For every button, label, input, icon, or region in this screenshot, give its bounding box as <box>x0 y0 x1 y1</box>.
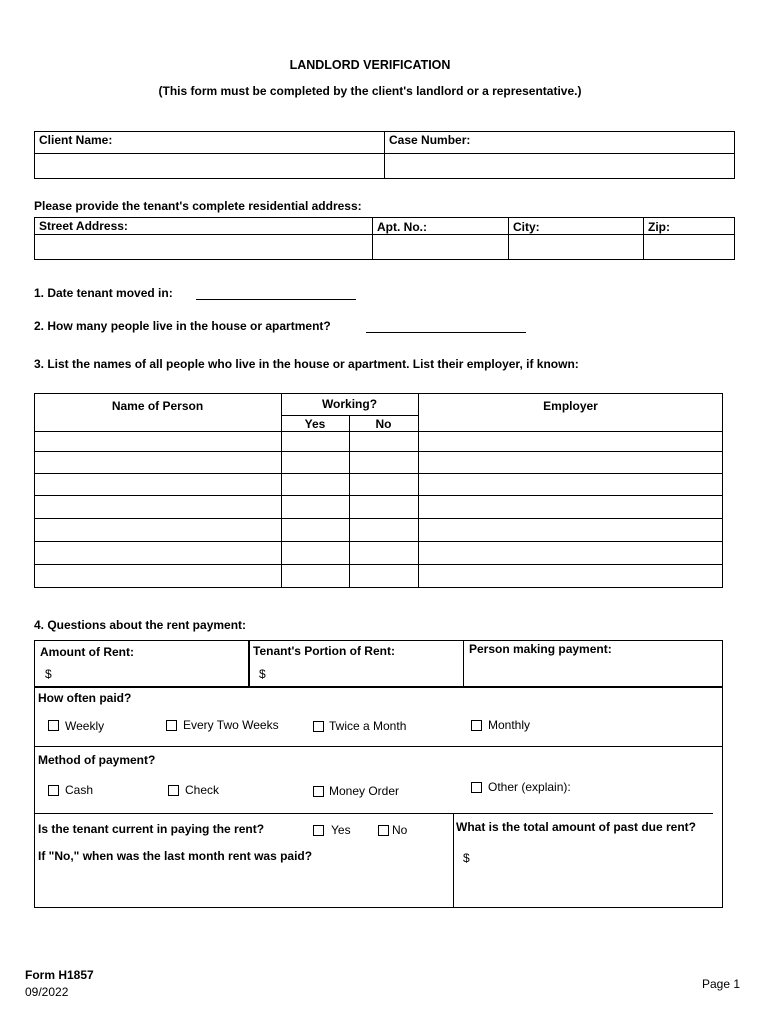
apt-no-label: Apt. No.: <box>377 220 427 234</box>
zip-field[interactable] <box>644 235 734 259</box>
table-row <box>34 541 723 542</box>
last-paid-label: If "No," when was the last month rent was paid? <box>38 849 313 863</box>
check-checkbox[interactable] <box>168 785 179 796</box>
client-name-field[interactable] <box>35 154 383 178</box>
col-working: Working? <box>321 397 378 411</box>
amount-of-rent-field[interactable] <box>56 664 244 684</box>
table-row <box>34 473 723 474</box>
weekly-checkbox[interactable] <box>48 720 59 731</box>
cash-option: Cash <box>65 783 94 797</box>
client-name-label: Client Name: <box>39 133 113 147</box>
street-address-field[interactable] <box>35 235 371 259</box>
city-field[interactable] <box>509 235 642 259</box>
apt-no-field[interactable] <box>373 235 507 259</box>
form-number: Form H1857 <box>25 968 94 982</box>
current-no-checkbox[interactable] <box>378 825 389 836</box>
question-3: 3. List the names of all people who live in the house or apartment. List their employer, if known: <box>34 357 579 371</box>
check-option: Check <box>185 783 220 797</box>
question-4: 4. Questions about the rent payment: <box>34 618 247 632</box>
past-due-label: What is the total amount of past due rent? <box>456 820 696 834</box>
monthly-checkbox[interactable] <box>471 720 482 731</box>
amount-of-rent-label: Amount of Rent: <box>40 645 134 659</box>
table-row <box>34 564 723 565</box>
case-number-field[interactable] <box>385 154 734 178</box>
current-yes-checkbox[interactable] <box>313 825 324 836</box>
other-option: Other (explain): <box>488 780 571 794</box>
move-in-date-field[interactable] <box>196 299 356 300</box>
page-number: Page 1 <box>702 977 741 991</box>
other-checkbox[interactable] <box>471 782 482 793</box>
every-two-weeks-option: Every Two Weeks <box>183 718 279 732</box>
amount-of-rent-prefix: $ <box>45 667 52 681</box>
col-no: No <box>375 417 392 431</box>
tenant-portion-label: Tenant's Portion of Rent: <box>253 644 395 658</box>
tenant-portion-prefix: $ <box>259 667 266 681</box>
money-order-option: Money Order <box>329 784 400 798</box>
people-count-field[interactable] <box>366 332 526 333</box>
col-employer: Employer <box>543 399 598 413</box>
address-prompt: Please provide the tenant's complete residential address: <box>34 199 362 213</box>
past-due-field[interactable] <box>474 846 719 870</box>
col-name-of-person: Name of Person <box>111 399 204 413</box>
city-label: City: <box>513 220 540 234</box>
person-making-payment-label: Person making payment: <box>469 642 612 656</box>
method-of-payment-label: Method of payment? <box>38 753 156 767</box>
current-yes-option: Yes <box>331 823 351 837</box>
tenant-portion-field[interactable] <box>270 664 459 684</box>
table-row <box>34 495 723 496</box>
page-subtitle: (This form must be completed by the client's landlord or a representative.) <box>158 84 582 98</box>
street-address-label: Street Address: <box>39 219 128 233</box>
last-paid-field[interactable] <box>38 866 448 904</box>
tenant-current-label: Is the tenant current in paying the rent? <box>38 822 265 836</box>
case-number-label: Case Number: <box>389 133 471 147</box>
past-due-prefix: $ <box>463 851 470 865</box>
money-order-checkbox[interactable] <box>313 786 324 797</box>
table-row <box>34 431 723 432</box>
twice-a-month-option: Twice a Month <box>329 719 407 733</box>
how-often-paid-label: How often paid? <box>38 691 132 705</box>
question-1: 1. Date tenant moved in: <box>34 286 173 300</box>
person-making-payment-field[interactable] <box>468 660 720 684</box>
twice-a-month-checkbox[interactable] <box>313 721 324 732</box>
every-two-weeks-checkbox[interactable] <box>166 720 177 731</box>
table-row <box>34 451 723 452</box>
cash-checkbox[interactable] <box>48 785 59 796</box>
form-date: 09/2022 <box>25 985 69 999</box>
col-yes: Yes <box>304 417 326 431</box>
zip-label: Zip: <box>648 220 670 234</box>
question-2: 2. How many people live in the house or apartment? <box>34 319 331 333</box>
page-title: LANDLORD VERIFICATION <box>289 58 451 72</box>
weekly-option: Weekly <box>65 719 105 733</box>
table-row <box>34 518 723 519</box>
monthly-option: Monthly <box>488 718 531 732</box>
current-no-option: No <box>392 823 408 837</box>
